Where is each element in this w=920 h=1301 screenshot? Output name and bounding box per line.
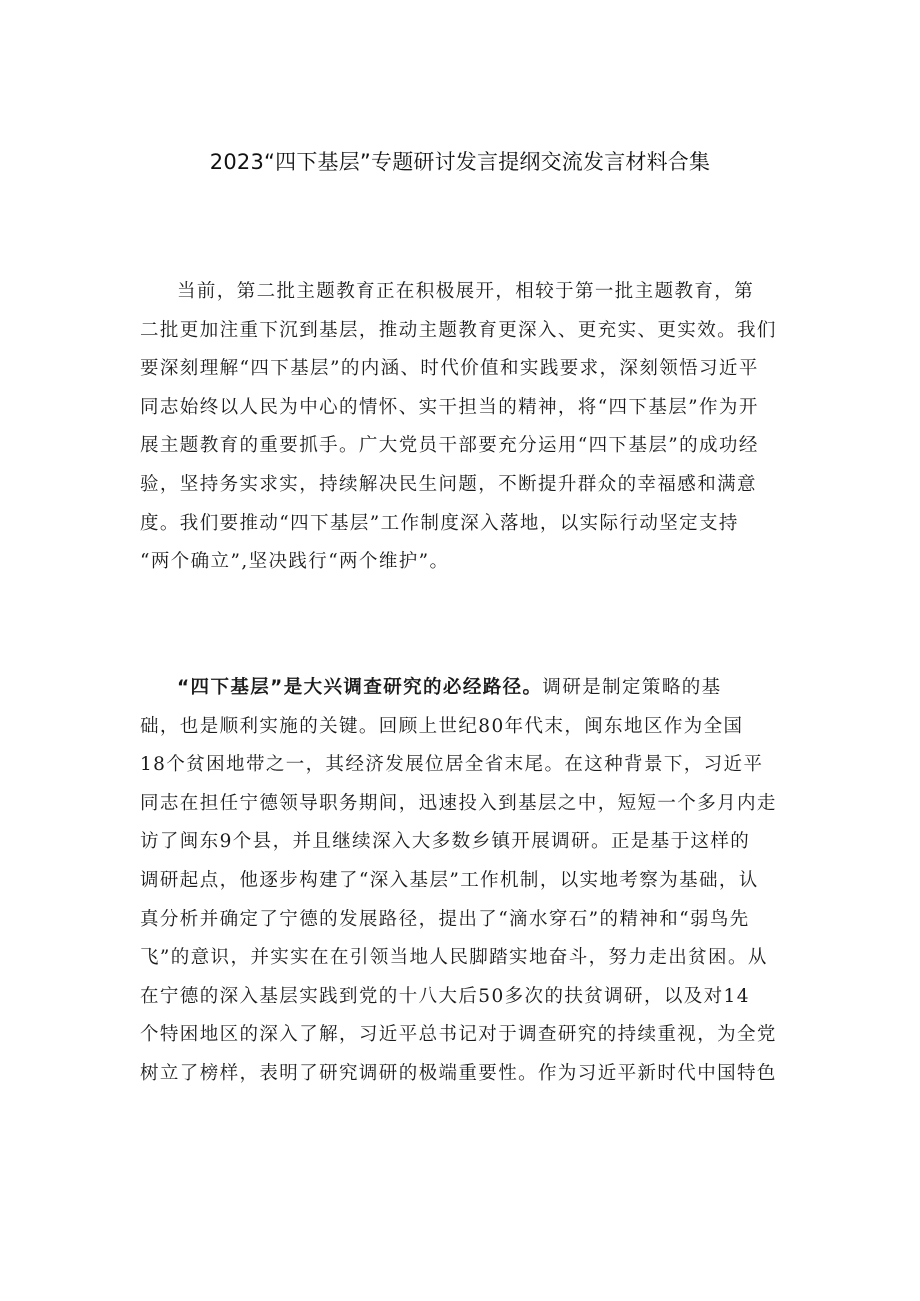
text-line: “两个确立”,坚决践行“两个维护”。 [140, 551, 450, 573]
paragraph-intro [140, 273, 780, 582]
text-line: 展主题教育的重要抓手。广大党员干部要充分运用“四下基层”的成功经 [140, 435, 759, 457]
text-line: 真分析并确定了宁德的发展路径，提出了“滴水穿石”的精神和“弱鸟先 [140, 908, 750, 930]
paragraph-section-text [140, 669, 780, 1094]
text-line: 二批更加注重下沉到基层，推动主题教育更深入、更充实、更实效。我们 [140, 319, 777, 341]
section-heading: “四下基层”是大兴调查研究的必经路径。 [177, 677, 543, 698]
text-line: 飞”的意识，并实实在在引领当地人民脚踏实地奋斗，努力走出贫困。从 [140, 947, 768, 969]
text-line: 础，也是顺利实施的关键。回顾上世纪80年代末，闽东地区作为全国 [140, 715, 744, 737]
document-title: 2023“四下基层”专题研讨发言提纲交流发言材料合集 [209, 150, 711, 174]
text-line: 个特困地区的深入了解，习近平总书记对于调查研究的持续重视，为全党 [140, 1024, 777, 1046]
text-line: 同志始终以人民为中心的情怀、实干担当的精神，将“四下基层”作为开 [140, 396, 759, 418]
text-line-tail: 调研是制定策略的基 [542, 677, 722, 698]
text-line: 访了闽东9个县，并且继续深入大多数乡镇开展调研。正是基于这样的 [140, 831, 751, 853]
text-line: 验，坚持务实求实，持续解决民生问题，不断提升群众的幸福感和满意 [140, 473, 757, 495]
text-line: 18个贫困地带之一，其经济发展位居全省末尾。在这种背景下，习近平 [140, 754, 764, 776]
paragraph-intro-text [140, 273, 780, 582]
text-line: 在宁德的深入基层实践到党的十八大后50多次的扶贫调研，以及对14 [140, 985, 750, 1007]
text-line: 树立了榜样，表明了研究调研的极端重要性。作为习近平新时代中国特色 [140, 1062, 777, 1084]
paragraph-section [140, 669, 780, 1094]
text-line: 度。我们要推动“四下基层”工作制度深入落地，以实际行动坚定支持 [140, 512, 739, 534]
text-line: 当前，第二批主题教育正在积极展开，相较于第一批主题教育，第 [177, 281, 755, 302]
text-line [140, 669, 780, 708]
text-line: 调研起点，他逐步构建了“深入基层”工作机制，以实地考察为基础，认 [140, 869, 759, 891]
text-line: 要深刻理解“四下基层”的内涵、时代价值和实践要求，深刻领悟习近平 [140, 358, 759, 380]
text-line: 同志在担任宁德领导职务期间，迅速投入到基层之中，短短一个多月内走 [140, 792, 777, 814]
